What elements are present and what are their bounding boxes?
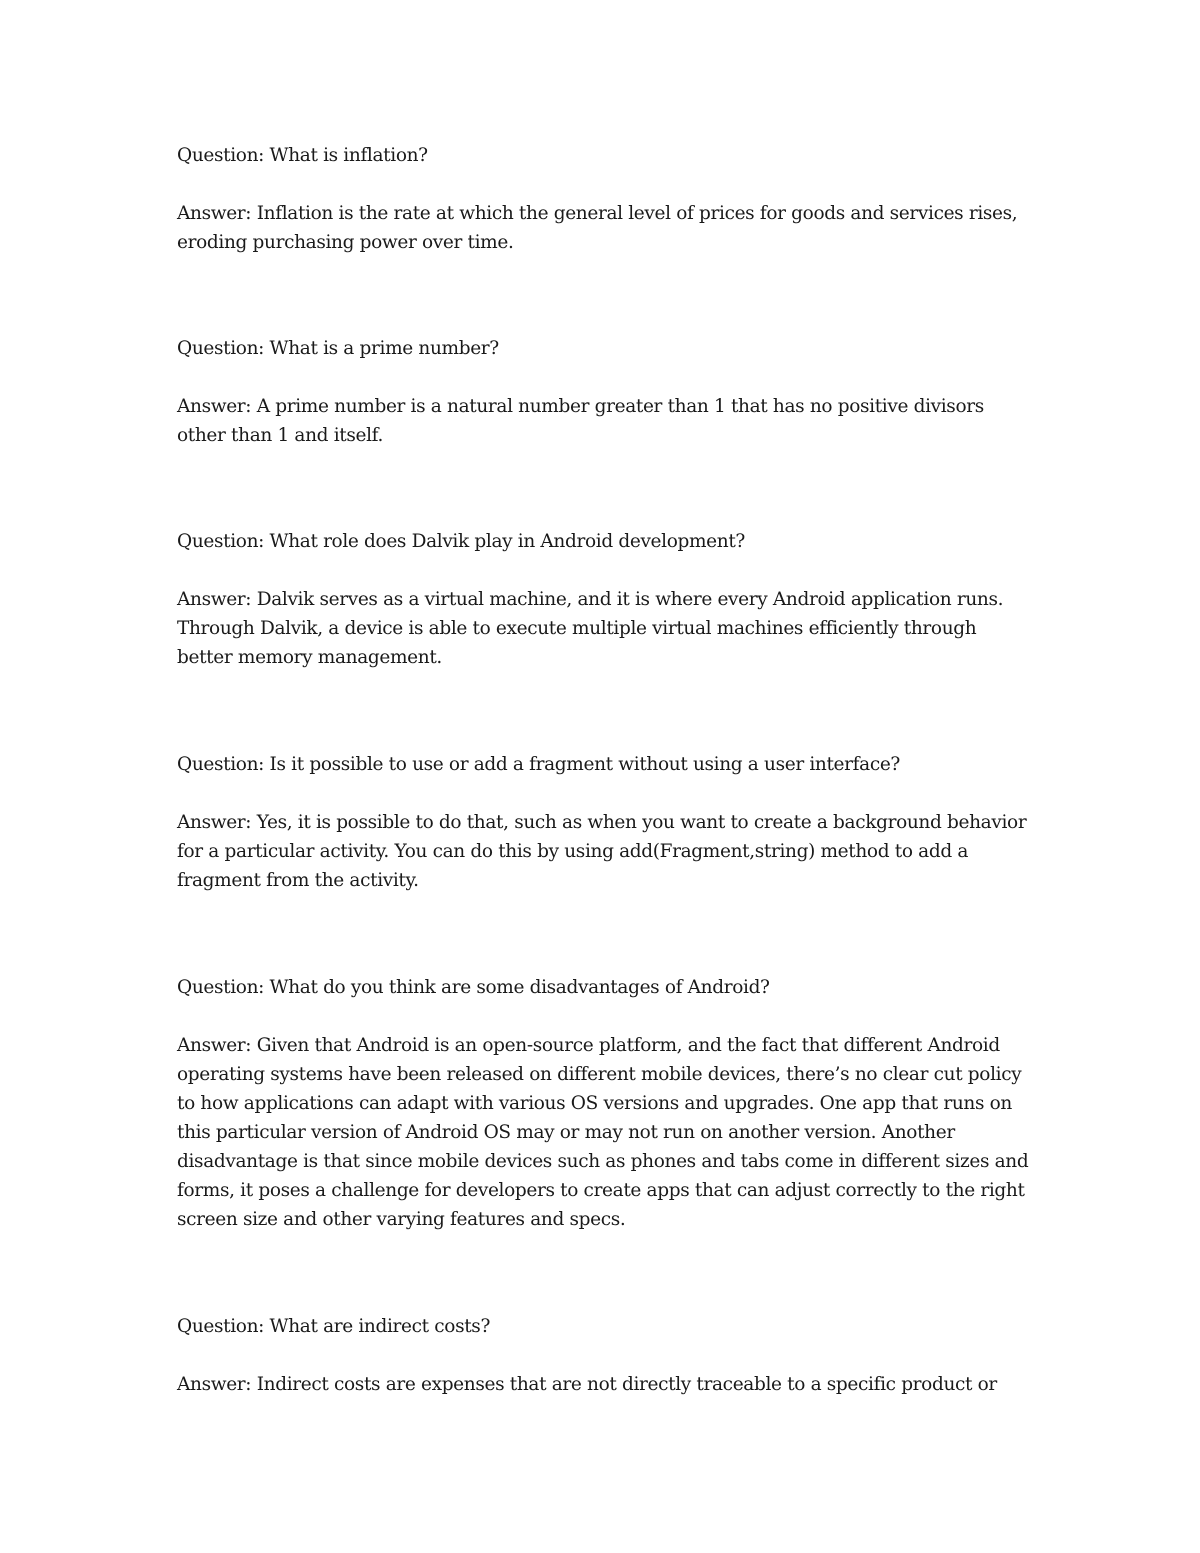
answer-6: Answer: Indirect costs are expenses that are not directly traceable to a specific product or (177, 1374, 997, 1395)
question-5: Question: What do you think are some disadvantages of Android? (177, 977, 770, 998)
answer-3: Answer: Dalvik serves as a virtual machine, and it is where every Android application runs. Through Dalvik, a device is able to execute multiple virtual machines efficiently through better memory management. (177, 589, 1004, 668)
answer-1: Answer: Inflation is the rate at which the general level of prices for goods and services rises, eroding purchasing power over time. (177, 203, 1018, 253)
question-2: Question: What is a prime number? (177, 338, 499, 359)
question-1: Question: What is inflation? (177, 145, 428, 166)
answer-4: Answer: Yes, it is possible to do that, such as when you want to create a background behavior for a particular activity. You can do this by using add(Fragment,string) method to add a fragment from the activity. (177, 812, 1027, 891)
question-3: Question: What role does Dalvik play in Android development? (177, 531, 746, 552)
question-6: Question: What are indirect costs? (177, 1316, 491, 1337)
answer-2: Answer: A prime number is a natural number greater than 1 that has no positive divisors other than 1 and itself. (177, 396, 984, 446)
answer-5: Answer: Given that Android is an open-source platform, and the fact that different Android operating systems have been released on different mobile devices, there’s no clear cut policy to how applications can adapt with various OS versions and upgrades. One app that runs on this particular version of Android OS may or may not run on another version. Another disadvantage is that since mobile devices such as phones and tabs come in different sizes and forms, it poses a challenge for developers to create apps that can adjust correctly to the right screen size and other varying features and specs. (177, 1035, 1029, 1230)
question-4: Question: Is it possible to use or add a fragment without using a user interface? (177, 754, 901, 775)
